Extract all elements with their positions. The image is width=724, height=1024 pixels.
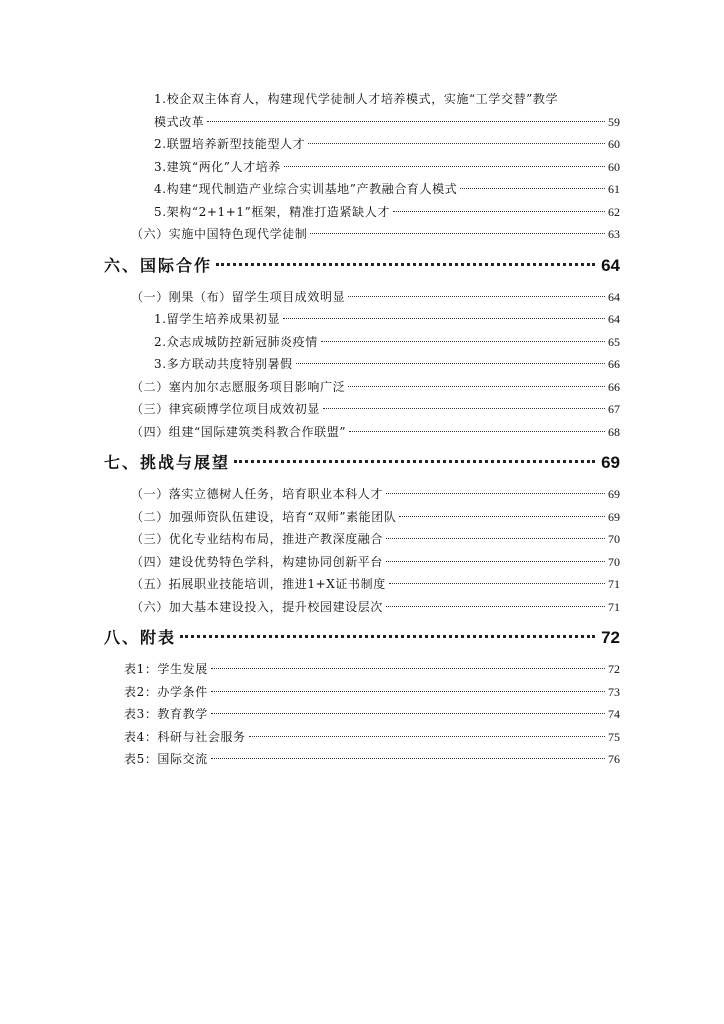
- leader-dots: [249, 736, 605, 737]
- leader-dots: [386, 561, 605, 562]
- toc-entry-text: 3.多方联动共度特别暑假: [154, 357, 293, 371]
- section-page-number: 64: [601, 255, 620, 275]
- toc-entry-text: 表2：办学条件: [124, 684, 208, 699]
- leader-dots: [211, 758, 605, 759]
- toc-entry[interactable]: [104, 681, 620, 704]
- toc-entry-text: 2.联盟培养新型技能型人才: [154, 137, 306, 151]
- toc-entry-text: 4.构建“现代制造产业综合实训基地”产教融合育人模式: [154, 182, 458, 196]
- toc-entry-text: （六）实施中国特色现代学徒制: [131, 227, 308, 241]
- toc-entry-2[interactable]: [104, 133, 620, 156]
- toc-entry-6[interactable]: [104, 223, 620, 246]
- leader-dots: [389, 583, 605, 584]
- toc-entry[interactable]: [104, 726, 620, 749]
- leader-dots: [349, 431, 605, 432]
- toc-page-number: 69: [608, 509, 620, 524]
- section-title: 八、附表: [104, 628, 177, 647]
- leader-dots: [216, 263, 595, 266]
- leader-dots: [386, 493, 605, 494]
- toc-page-number: 69: [608, 487, 620, 501]
- toc-entry[interactable]: [104, 331, 620, 354]
- toc-page-number: 62: [608, 204, 620, 219]
- leader-dots: [393, 211, 605, 212]
- toc-entry-text: （一）落实立德树人任务，培育职业本科人才: [131, 487, 384, 501]
- section-page-number: 69: [601, 453, 620, 472]
- toc-page-number: 66: [608, 379, 620, 394]
- toc-entry-text: （六）加大基本建设投入，提升校园建设层次: [131, 599, 384, 614]
- toc-page-number: 63: [608, 227, 620, 241]
- toc-entry[interactable]: [104, 421, 620, 444]
- leader-dots: [296, 363, 605, 364]
- toc-entry[interactable]: [104, 398, 620, 421]
- leader-dots: [284, 166, 605, 167]
- toc-page-number: 61: [608, 182, 620, 196]
- toc-entry-text: 表4：科研与社会服务: [124, 729, 246, 744]
- toc-entry[interactable]: [104, 376, 620, 399]
- leader-dots: [348, 386, 605, 387]
- toc-entry[interactable]: [104, 596, 620, 619]
- toc-entry-5[interactable]: [104, 201, 620, 224]
- leader-dots: [386, 606, 605, 607]
- toc-entry[interactable]: [104, 748, 620, 771]
- toc-entry-text: 1.留学生培养成果初显: [154, 312, 281, 326]
- leader-dots: [321, 341, 605, 342]
- leader-dots: [211, 713, 605, 714]
- leader-dots: [211, 691, 605, 692]
- leader-dots: [323, 408, 605, 409]
- leader-dots: [211, 668, 605, 669]
- toc-page-number: 70: [608, 554, 620, 569]
- toc-entry-text: （五）拓展职业技能培训，推进1+X证书制度: [131, 577, 386, 591]
- toc-entry-1-line-1[interactable]: 1.校企双主体育人，构建现代学徒制人才培养模式，实施“工学交替”教学: [154, 92, 559, 106]
- section-title: 六、国际合作: [104, 255, 213, 275]
- toc-entry-text: （四）组建“国际建筑类科教合作联盟”: [131, 424, 347, 439]
- toc-entry-text: 表5：国际交流: [124, 752, 208, 766]
- toc-page-number: 67: [608, 402, 620, 416]
- toc-entry[interactable]: [104, 573, 620, 596]
- toc-entry-text: 模式改革: [154, 114, 205, 129]
- toc-entry-text: （一）刚果（布）留学生项目成效明显: [131, 289, 346, 304]
- toc-page-number: 65: [608, 334, 620, 349]
- section-title: 七、挑战与展望: [104, 453, 231, 472]
- toc-entry[interactable]: [104, 658, 620, 681]
- toc-page-number: 64: [608, 289, 620, 304]
- toc-entry[interactable]: [104, 308, 620, 331]
- toc-page-number: 60: [608, 137, 620, 151]
- toc-page-number: 72: [608, 662, 620, 676]
- leader-dots: [234, 460, 595, 463]
- toc-section-8[interactable]: [104, 618, 620, 658]
- leader-dots: [348, 296, 605, 297]
- toc-entry[interactable]: [104, 483, 620, 506]
- toc-page-number: 73: [608, 684, 620, 699]
- toc-entry-text: （二）加强师资队伍建设，培育“双师”素能团队: [131, 509, 397, 524]
- toc-entry[interactable]: [104, 703, 620, 726]
- toc-entry-1[interactable]: [104, 111, 620, 134]
- leader-dots: [283, 318, 605, 319]
- toc-entry-text: 表3：教育教学: [124, 707, 208, 721]
- toc-entry-4[interactable]: [104, 178, 620, 201]
- leader-dots: [386, 538, 605, 539]
- toc-page-number: 74: [608, 707, 620, 721]
- leader-dots: [207, 121, 605, 122]
- toc-entry-text: 5.架构“2+1+1”框架，精准打造紧缺人才: [154, 204, 390, 219]
- toc-entry[interactable]: [104, 528, 620, 551]
- toc-entry-text: （三）律宾硕博学位项目成效初显: [131, 402, 321, 416]
- toc-entry[interactable]: [104, 286, 620, 309]
- toc-entry-text: （四）建设优势特色学科，构建协同创新平台: [131, 554, 384, 569]
- toc-page-number: 68: [608, 424, 620, 439]
- leader-dots: [310, 233, 605, 234]
- toc-page-number: 71: [608, 599, 620, 614]
- toc-page-number: 66: [608, 357, 620, 371]
- leader-dots: [460, 188, 605, 189]
- leader-dots: [308, 143, 605, 144]
- leader-dots: [399, 516, 605, 517]
- toc-page-number: 75: [608, 729, 620, 744]
- toc-page-number: 60: [608, 159, 620, 174]
- toc-page-number: 59: [608, 114, 620, 129]
- toc-entry-text: 3.建筑“两化”人才培养: [154, 159, 281, 174]
- toc-entry-text: 2.众志成城防控新冠肺炎疫情: [154, 334, 318, 349]
- toc-entry[interactable]: [104, 551, 620, 574]
- toc-entry-text: （二）塞内加尔志愿服务项目影响广泛: [131, 379, 346, 394]
- leader-dots: [180, 635, 595, 638]
- toc-section-7[interactable]: [104, 443, 620, 483]
- toc-entry-text: （三）优化专业结构布局，推进产教深度融合: [131, 532, 384, 546]
- toc-entry-text: 表1：学生发展: [124, 662, 208, 676]
- toc-entry[interactable]: [104, 506, 620, 529]
- toc-section-6[interactable]: [104, 246, 620, 286]
- toc-page-number: 76: [608, 752, 620, 766]
- toc-entry-3[interactable]: [104, 156, 620, 179]
- toc-page-number: 64: [608, 312, 620, 326]
- toc-page-number: 70: [608, 532, 620, 546]
- toc-entry[interactable]: [104, 353, 620, 376]
- section-page-number: 72: [601, 628, 620, 647]
- toc-page-number: 71: [608, 577, 620, 591]
- table-of-contents: [104, 88, 620, 771]
